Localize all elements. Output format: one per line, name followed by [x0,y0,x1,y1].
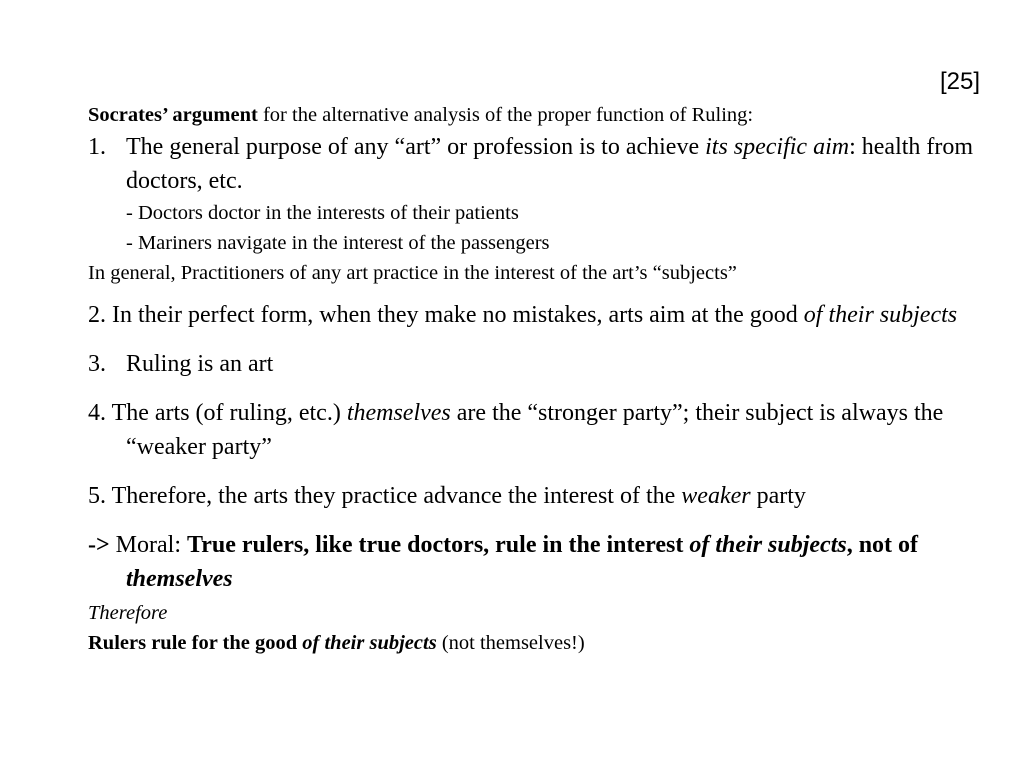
conclusion-bold-italic: of their subjects [302,632,437,654]
point-3-text: Ruling is an art [126,351,274,377]
heading-rest: for the alternative analysis of the proper function of Ruling: [257,104,754,126]
moral-label: Moral: [109,532,187,558]
moral-bold-italic-a: of their subjects [689,532,847,558]
heading-bold: Socrates’ argument [88,104,258,126]
moral-bold-a: True rulers, like true doctors, rule in the interest [187,532,690,558]
slide-number: [25] [939,68,980,95]
point-1-text-a: The general purpose of any “art” or profession is to achieve [126,134,706,160]
point-5-italic: weaker [681,483,751,509]
point-3 [88,347,988,381]
point-1-example-doctors: - Doctors doctor in the interests of their patients [126,202,519,224]
slide-content [88,100,988,658]
moral-arrow: -> [88,532,110,558]
therefore-label [88,598,988,628]
conclusion-bold: Rulers rule for the good [88,632,303,654]
general-statement: In general, Practitioners of any art practice in the interest of the art’s “subjects” [88,262,737,284]
point-1-italic: its specific aim [705,134,850,160]
point-1 [88,130,988,198]
point-1-example-mariners: - Mariners navigate in the interest of the passengers [126,232,550,254]
conclusion-rest: (not themselves!) [436,632,585,654]
point-2 [88,298,988,332]
point-1-text-b: : health from doctors, etc. [126,134,974,194]
point-4-text-b: are the “stronger party”; their subject is always the “weaker party” [126,400,944,460]
point-5 [88,479,988,513]
therefore-italic: Therefore [88,602,168,624]
point-5-text-a: 5. Therefore, the arts they practice advance the interest of the [88,483,682,509]
point-4-text-a: 4. The arts (of ruling, etc.) [88,400,347,426]
point-4 [88,396,988,464]
point-3-number: 3. [88,351,106,377]
point-2-italic: of their subjects [803,302,958,328]
argument-heading [88,100,988,130]
moral-bold-italic-b: themselves [126,566,233,592]
moral-bold-b: , not of [846,532,919,558]
point-2-text: 2. In their perfect form, when they make no mistakes, arts aim at the good [88,302,804,328]
point-1-number: 1. [88,134,106,160]
point-5-text-b: party [750,483,806,509]
point-4-italic: themselves [346,400,451,426]
conclusion [88,628,988,658]
moral-statement [88,528,988,596]
